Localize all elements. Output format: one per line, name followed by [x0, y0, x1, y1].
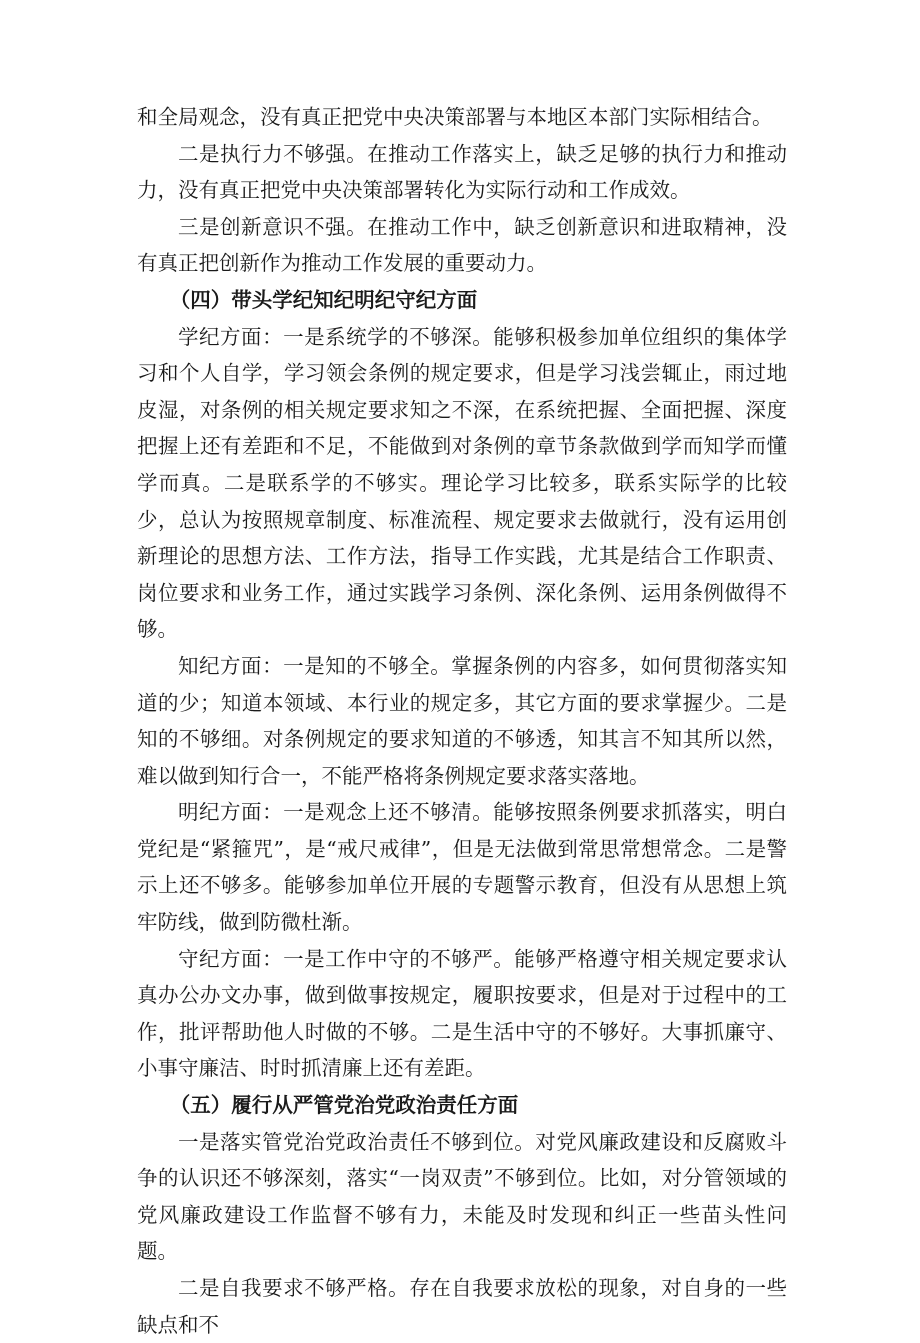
- paragraph-learn-discipline: 学纪方面：一是系统学的不够深。能够积极参加单位组织的集体学习和个人自学，学习领会条例的规定要求，但是学习浅尝辄止，雨过地皮湿，对条例的相关规定要求知之不深，在系统把握、全面把握、深度把握上还有差距和不足，不能做到对条例的章节条款做到学而知学而懂学而真。二是联系学的不够实。理论学习比较多，联系实际学的比较少，总认为按照规章制度、标准流程、规定要求去做就行，没有运用创新理论的思想方法、工作方法，指导工作实践，尤其是结合工作职责、岗位要求和业务工作，通过实践学习条例、深化条例、运用条例做得不够。: [137, 324, 787, 642]
- paragraph-self-requirement: 二是自我要求不够严格。存在自我要求放松的现象，对自身的一些缺点和不: [137, 1276, 787, 1337]
- paragraph-continuation: 和全局观念，没有真正把党中央决策部署与本地区本部门实际相结合。: [137, 105, 773, 129]
- section-heading-5: （五）履行从严管党治党政治责任方面: [169, 1093, 519, 1118]
- paragraph-innovation: 三是创新意识不强。在推动工作中，缺乏创新意识和进取精神，没有真正把创新作为推动工作发展的重要动力。: [137, 214, 787, 276]
- section-heading-4: （四）带头学纪知纪明纪守纪方面: [169, 287, 478, 312]
- paragraph-understand-discipline: 明纪方面：一是观念上还不够清。能够按照条例要求抓落实，明白党纪是“紧箍咒”，是“戒尺戒律”，但是无法做到常思常想常念。二是警示上还不够多。能够参加单位开展的专题警示教育，但没有从思想上筑牢防线，做到防微杜渐。: [137, 800, 787, 935]
- paragraph-know-discipline: 知纪方面：一是知的不够全。掌握条例的内容多，如何贯彻落实知道的少；知道本领域、本行业的规定多，其它方面的要求掌握少。二是知的不够细。对条例规定的要求知道的不够透，知其言不知其所以然，难以做到知行合一，不能严格将条例规定要求落实落地。: [137, 653, 787, 788]
- paragraph-responsibility: 一是落实管党治党政治责任不够到位。对党风廉政建设和反腐败斗争的认识还不够深刻，落实“一岗双责”不够到位。比如，对分管领域的党风廉政建设工作监督不够有力，未能及时发现和纠正一些苗头性问题。: [137, 1129, 787, 1264]
- paragraph-execution: 二是执行力不够强。在推动工作落实上，缺乏足够的执行力和推动力，没有真正把党中央决策部署转化为实际行动和工作成效。: [137, 141, 787, 203]
- document-body: [137, 99, 787, 1343]
- paragraph-keep-discipline: 守纪方面：一是工作中守的不够严。能够严格遵守相关规定要求认真办公办文办事，做到做事按规定，履职按要求，但是对于过程中的工作，批评帮助他人时做的不够。二是生活中守的不够好。大事抓廉守、小事守廉洁、时时抓清廉上还有差距。: [137, 946, 787, 1081]
